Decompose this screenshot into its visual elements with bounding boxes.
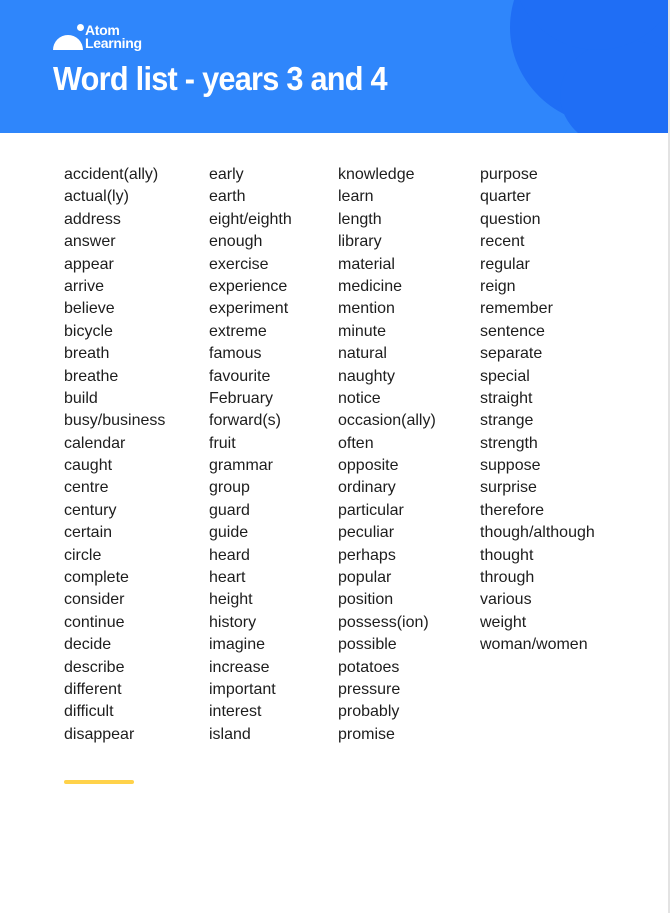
word-item: build [64,389,98,407]
word-item: thought [480,546,534,564]
page-header [0,0,668,133]
word-item: actual(ly) [64,188,129,206]
word-item: recent [480,233,525,251]
word-item: popular [338,569,392,587]
word-item: therefore [480,501,545,519]
word-item: various [480,591,532,609]
word-item: appear [64,255,114,273]
word-item: early [209,166,244,183]
word-item: describe [64,658,125,676]
word-item: decide [64,636,112,654]
word-item: height [209,591,253,609]
word-item: medicine [338,277,403,295]
word-item: peculiar [338,524,395,542]
logo-text [85,24,142,50]
word-item: position [338,591,394,609]
word-item: continue [64,613,125,631]
word-item: heart [209,569,246,587]
logo-dot-icon [77,24,84,31]
word-item: suppose [480,457,541,475]
word-item: eight/eighth [209,210,292,228]
word-item: natural [338,345,387,363]
word-item: ordinary [338,479,396,497]
logo-line2: Learning [85,35,142,51]
word-item: through [480,569,535,587]
word-item: separate [480,345,543,363]
word-item: special [480,367,530,385]
word-item: disappear [64,725,135,743]
word-column-1 [64,164,165,746]
word-item: question [480,210,541,228]
word-item: probably [338,703,400,721]
word-item: caught [64,457,113,475]
word-item: guard [209,501,250,519]
word-item: occasion(ally) [338,412,436,430]
word-item: history [209,613,257,631]
word-item: guide [209,524,249,542]
atom-learning-logo [53,24,163,54]
word-item: possess(ion) [338,613,429,631]
word-item: complete [64,569,129,587]
word-item: quarter [480,188,531,206]
word-item: forward(s) [209,412,282,430]
word-item: arrive [64,277,105,295]
word-item: surprise [480,479,537,497]
word-item: sentence [480,322,545,340]
word-item: fruit [209,434,236,452]
word-item: busy/business [64,412,166,430]
word-item: often [338,434,374,452]
accent-bar [64,780,134,784]
word-item: earth [209,188,246,206]
word-item: remember [480,300,553,318]
word-item: weight [480,613,527,631]
word-item: minute [338,322,387,340]
word-item: February [209,389,274,407]
word-item: accident(ally) [64,166,159,183]
word-item: possible [338,636,397,654]
word-item: believe [64,300,115,318]
word-item: centre [64,479,109,497]
word-item: potatoes [338,658,400,676]
word-item: famous [209,345,262,363]
word-item: difficult [64,703,114,721]
word-item: interest [209,703,262,721]
word-item: increase [209,658,270,676]
word-item: group [209,479,250,497]
word-item: important [209,680,276,698]
word-item: island [209,725,251,743]
word-item: pressure [338,680,401,698]
word-item: answer [64,233,116,251]
word-column-3 [338,164,436,746]
word-item: learn [338,188,374,206]
word-item: reign [480,277,516,295]
logo-mark-icon [53,32,83,50]
word-item: grammar [209,457,274,475]
word-item: notice [338,389,381,407]
word-item: exercise [209,255,269,273]
word-item: imagine [209,636,266,654]
word-item: length [338,210,382,228]
word-item: experiment [209,300,289,318]
word-item: certain [64,524,113,542]
word-column-4 [480,164,595,657]
word-item: bicycle [64,322,113,340]
logo-line1: Atom [85,22,120,38]
word-item: promise [338,725,395,743]
word-item: breath [64,345,110,363]
word-item: address [64,210,121,228]
word-item: regular [480,255,530,273]
word-item: heard [209,546,250,564]
word-item: perhaps [338,546,396,564]
word-column-2 [209,164,292,746]
word-item: woman/women [480,636,588,654]
word-item: though/although [480,524,595,542]
page-title: Word list - years 3 and 4 [53,60,387,97]
word-item: extreme [209,322,267,340]
word-item: calendar [64,434,126,452]
word-item: opposite [338,457,399,475]
word-item: naughty [338,367,395,385]
word-item: mention [338,300,395,318]
word-item: breathe [64,367,119,385]
word-item: strange [480,412,534,430]
word-item: material [338,255,395,273]
word-item: strength [480,434,538,452]
word-item: different [64,680,122,698]
word-item: consider [64,591,125,609]
word-item: circle [64,546,102,564]
word-item: library [338,233,382,251]
word-item: particular [338,501,404,519]
word-item: favourite [209,367,271,385]
word-item: century [64,501,117,519]
word-item: purpose [480,166,538,183]
word-item: knowledge [338,166,415,183]
word-item: experience [209,277,288,295]
word-item: straight [480,389,533,407]
word-item: enough [209,233,263,251]
